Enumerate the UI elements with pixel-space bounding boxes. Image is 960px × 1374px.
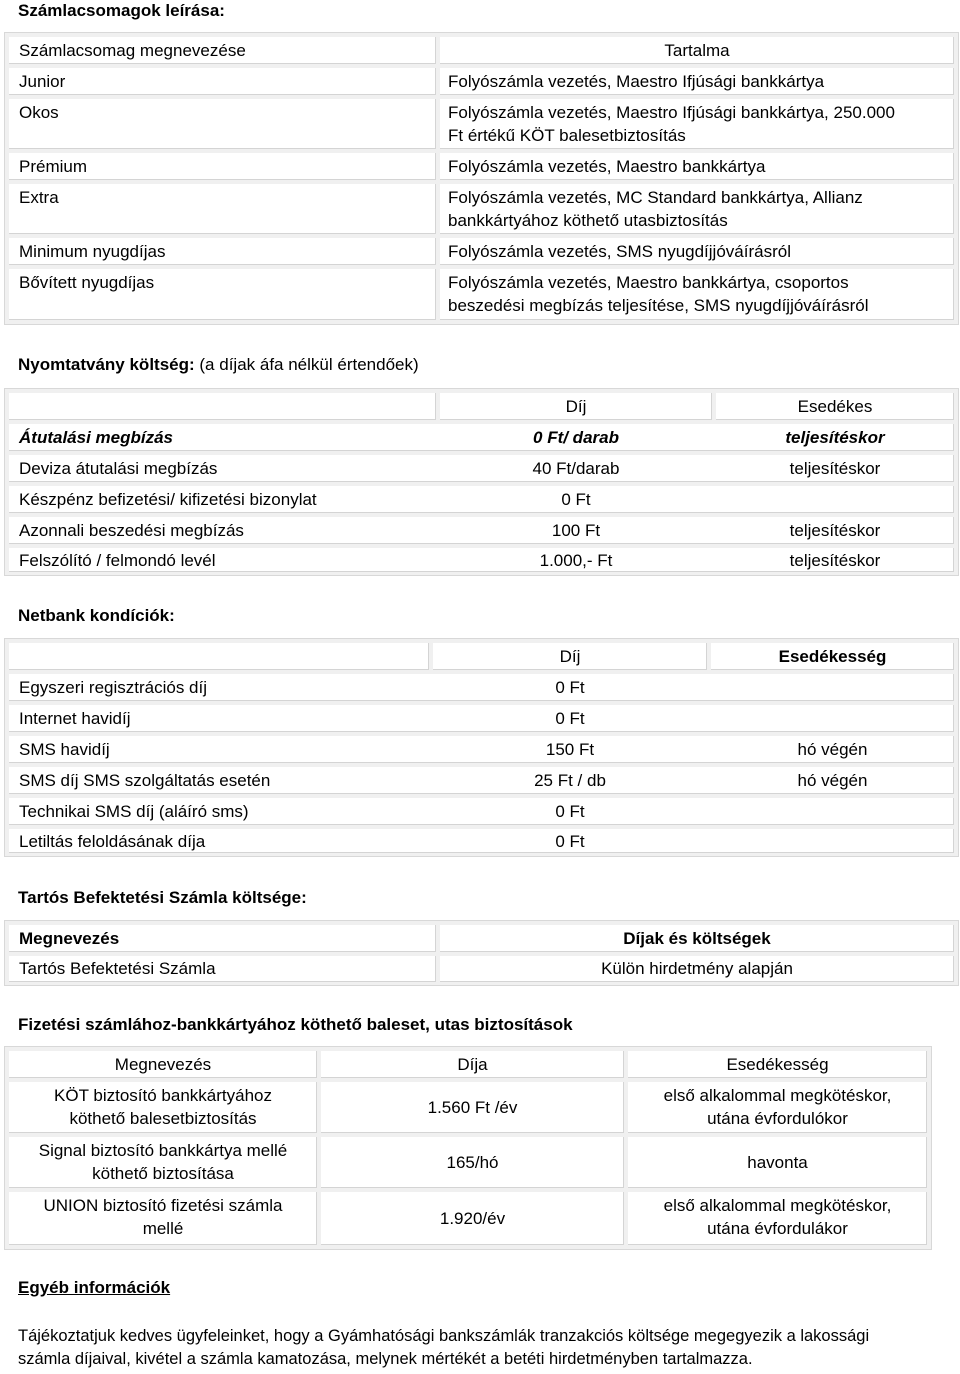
insurance-name-line: Signal biztosító bankkártya mellé <box>38 1141 288 1160</box>
netbank-fee: 150 Ft <box>545 740 595 759</box>
insurance-due-cell <box>628 1082 927 1133</box>
netbank-header-empty <box>9 643 429 670</box>
insurance-name-cell <box>9 1192 317 1245</box>
insurance-due-cell <box>628 1192 927 1245</box>
netbank-row <box>9 798 954 825</box>
print-cost-due: teljesítéskor <box>789 551 881 570</box>
package-row-content-cell <box>440 68 954 95</box>
print-costs-header-due: Esedékes <box>797 397 873 416</box>
print-costs-title-bold: Nyomtatvány költség: <box>18 355 195 374</box>
package-row-content-cell <box>440 238 954 265</box>
netbank-row <box>9 705 954 732</box>
package-content-line: Folyószámla vezetés, Maestro bankkártya <box>448 157 766 176</box>
packages-header-content: Tartalma <box>664 41 730 60</box>
package-name: Junior <box>19 72 66 91</box>
print-costs-header-fee-cell <box>440 393 712 420</box>
netbank-name: SMS díj SMS szolgáltatás esetén <box>19 771 271 790</box>
insurance-due-line: havonta <box>747 1153 808 1172</box>
other-info-line: Tájékoztatjuk kedves ügyfeleinket, hogy a Gyámhatósági bankszámlák tranzakciós költsége megegyezik a lakossági <box>18 1327 870 1345</box>
other-info-title: Egyéb információk <box>18 1278 171 1297</box>
package-content-line: Folyószámla vezetés, MC Standard bankkártya, Allianz <box>448 188 863 207</box>
package-content-line: Folyószámla vezetés, Maestro Ifjúsági bankkártya <box>448 72 825 91</box>
packages-table <box>4 32 959 325</box>
insurance-header-name: Megnevezés <box>114 1055 212 1074</box>
netbank-header-due-cell <box>711 643 954 670</box>
insurance-table <box>4 1046 932 1250</box>
print-costs-title <box>18 353 419 376</box>
netbank-fee: 0 Ft <box>555 678 585 697</box>
package-name: Okos <box>19 103 59 122</box>
print-cost-due: teljesítéskor <box>785 428 885 447</box>
insurance-header-name-cell <box>9 1051 317 1078</box>
investment-fees: Külön hirdetmény alapján <box>601 959 793 978</box>
print-cost-name: Készpénz befizetési/ kifizetési bizonylat <box>19 490 317 509</box>
insurance-fee-cell <box>321 1192 624 1245</box>
packages-header-content-cell <box>440 37 954 64</box>
insurance-due-cell <box>628 1137 927 1188</box>
insurance-fee-cell <box>321 1137 624 1188</box>
insurance-header-due-cell <box>628 1051 927 1078</box>
investment-header-name: Megnevezés <box>19 929 120 948</box>
print-costs-header-fee: Díj <box>565 397 587 416</box>
print-cost-fee: 0 Ft <box>561 490 591 509</box>
insurance-name-cell <box>9 1137 317 1188</box>
netbank-name: Internet havidíj <box>19 709 131 728</box>
netbank-table <box>4 638 959 857</box>
print-cost-fee: 0 Ft/ darab <box>533 428 619 447</box>
package-content-line: Folyószámla vezetés, SMS nyugdíjjóváírásról <box>448 242 791 261</box>
insurance-header-fee-cell <box>321 1051 624 1078</box>
package-name: Minimum nyugdíjas <box>19 242 166 261</box>
insurance-header-fee: Díja <box>457 1055 488 1074</box>
insurance-name-line: köthető balesetbiztosítás <box>69 1109 257 1128</box>
package-content-line: bankkártyához köthető utasbiztosítás <box>448 211 728 230</box>
package-row-content-cell <box>440 184 954 234</box>
print-cost-due: teljesítéskor <box>789 459 881 478</box>
package-row-content-cell <box>440 99 954 149</box>
package-row-content-cell <box>440 153 954 180</box>
insurance-fee: 1.920/év <box>439 1209 506 1228</box>
insurance-name-line: UNION biztosító fizetési számla <box>43 1196 283 1215</box>
print-cost-row <box>9 517 954 544</box>
print-costs-header-empty <box>9 393 436 420</box>
print-costs-header-due-cell <box>716 393 954 420</box>
print-cost-name: Azonnali beszedési megbízás <box>19 521 244 540</box>
package-row-name-cell <box>9 269 436 320</box>
package-row-name-cell <box>9 238 436 265</box>
insurance-name-cell <box>9 1082 317 1133</box>
netbank-row <box>9 829 954 853</box>
insurance-due-line: utána évfordulókor <box>707 1109 848 1128</box>
print-cost-name: Felszólító / felmondó levél <box>19 551 216 570</box>
netbank-row <box>9 674 954 701</box>
netbank-fee: 0 Ft <box>555 832 585 851</box>
insurance-fee: 165/hó <box>446 1153 499 1172</box>
insurance-due-line: utána évfordulákor <box>707 1219 848 1238</box>
insurance-title: Fizetési számlához-bankkártyához köthető baleset, utas biztosítások <box>18 1015 573 1034</box>
package-name: Bővített nyugdíjas <box>19 273 155 292</box>
netbank-name: Letiltás feloldásának díja <box>19 832 206 851</box>
netbank-title: Netbank kondíciók: <box>18 606 175 625</box>
investment-header-fees: Díjak és költségek <box>623 929 771 948</box>
netbank-due: hó végén <box>797 740 868 759</box>
print-costs-title-note: (a díjak áfa nélkül értendőek) <box>194 355 419 374</box>
packages-header-name: Számlacsomag megnevezése <box>19 41 246 60</box>
other-info-text <box>18 1325 869 1371</box>
netbank-row <box>9 767 954 794</box>
insurance-header-due: Esedékesség <box>726 1055 829 1074</box>
print-cost-row <box>9 455 954 482</box>
netbank-row <box>9 736 954 763</box>
package-row-name-cell <box>9 99 436 149</box>
insurance-due-line: első alkalommal megkötéskor, <box>663 1086 892 1105</box>
netbank-fee: 25 Ft / db <box>534 771 606 790</box>
print-cost-due: teljesítéskor <box>789 521 881 540</box>
other-info-line: számla díjaival, kivétel a számla kamatozása, melynek mértékét a betéti hirdetményben tartalmazza. <box>18 1350 753 1368</box>
package-content-line: beszedési megbízás teljesítése, SMS nyugdíjjóváírásról <box>448 296 869 315</box>
netbank-name: SMS havidíj <box>19 740 110 759</box>
netbank-header-due: Esedékesség <box>778 647 887 666</box>
netbank-header-fee: Díj <box>559 647 581 666</box>
packages-title: Számlacsomagok leírása: <box>18 1 225 20</box>
package-content-line: Ft értékű KÖT balesetbiztosítás <box>448 126 686 145</box>
netbank-fee: 0 Ft <box>555 802 585 821</box>
package-name: Prémium <box>19 157 88 176</box>
netbank-name: Technikai SMS díj (aláíró sms) <box>19 802 249 821</box>
investment-header-fees-cell <box>440 925 954 952</box>
investment-name: Tartós Befektetési Számla <box>19 959 216 978</box>
netbank-fee: 0 Ft <box>555 709 585 728</box>
print-cost-row <box>9 548 954 572</box>
investment-title: Tartós Befektetési Számla költsége: <box>18 888 307 907</box>
investment-fees-cell <box>440 956 954 982</box>
print-cost-name: Deviza átutalási megbízás <box>19 459 218 478</box>
insurance-fee-cell <box>321 1082 624 1133</box>
print-costs-table <box>4 388 959 576</box>
package-row-name-cell <box>9 153 436 180</box>
netbank-name: Egyszeri regisztrációs díj <box>19 678 208 697</box>
insurance-name-line: köthető biztosítása <box>92 1164 234 1183</box>
insurance-due-line: első alkalommal megkötéskor, <box>663 1196 892 1215</box>
insurance-name-line: mellé <box>142 1219 184 1238</box>
print-cost-fee: 1.000,- Ft <box>539 551 613 570</box>
packages-header-name-cell <box>9 37 436 64</box>
package-content-line: Folyószámla vezetés, Maestro Ifjúsági bankkártya, 250.000 <box>448 103 895 122</box>
investment-name-cell <box>9 956 436 982</box>
package-row-content-cell <box>440 269 954 320</box>
investment-header-name-cell <box>9 925 436 952</box>
netbank-header-fee-cell <box>433 643 707 670</box>
insurance-fee: 1.560 Ft /év <box>427 1098 518 1117</box>
print-cost-fee: 100 Ft <box>551 521 601 540</box>
package-content-line: Folyószámla vezetés, Maestro bankkártya, csoportos <box>448 273 849 292</box>
insurance-name-line: KÖT biztosító bankkártyához <box>54 1086 272 1105</box>
print-cost-row <box>9 486 954 513</box>
netbank-due: hó végén <box>797 771 868 790</box>
package-name: Extra <box>19 188 59 207</box>
package-row-name-cell <box>9 68 436 95</box>
investment-table <box>4 920 959 986</box>
print-cost-name: Átutalási megbízás <box>19 428 173 447</box>
print-cost-fee: 40 Ft/darab <box>532 459 620 478</box>
print-cost-row <box>9 424 954 451</box>
package-row-name-cell <box>9 184 436 234</box>
